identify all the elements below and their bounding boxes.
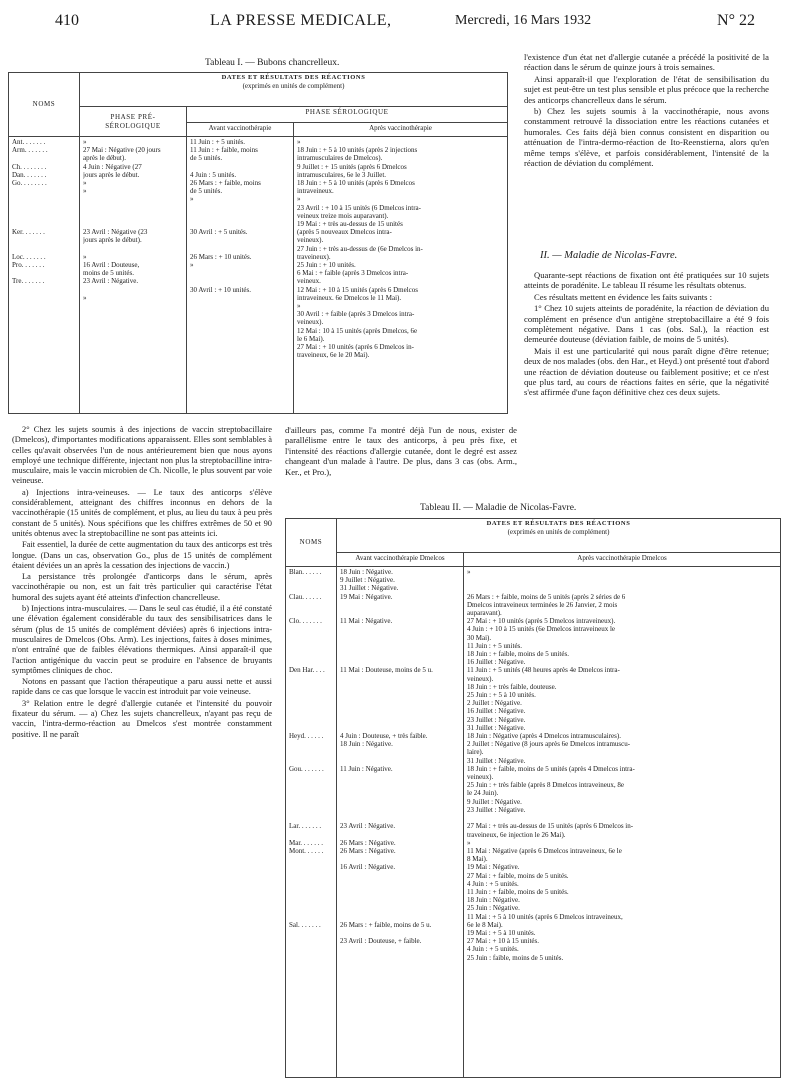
table1-pre-line: » — [83, 138, 87, 146]
table1-col-apres: Après vaccinothérapie — [294, 123, 508, 137]
table1-apres-line: veineux. — [297, 277, 321, 286]
table1-apres-line: 27 Mai : + 10 unités (après 6 Dmelcos in- — [297, 343, 414, 352]
table1-pre-line: » — [83, 293, 87, 302]
table2-name-line — [289, 658, 333, 666]
table1-head — [80, 73, 508, 107]
table2-name-line — [289, 601, 333, 609]
table2-avant-line — [340, 962, 460, 970]
table1-avant-line: de 5 unités. — [190, 187, 223, 196]
table2-avant-line — [340, 724, 460, 732]
table2-avant-cell — [337, 567, 464, 1078]
table2-apres-line: 31 Juillet : Négative. — [467, 756, 526, 765]
table1-avant-line: 11 Juin : + 5 unités. — [190, 138, 246, 146]
table1-avant-line: 30 Avril : + 10 unités. — [190, 285, 251, 294]
table2-name-line — [289, 945, 333, 953]
section2-paragraph: Ces résultats mettent en évidence les faits suivants : — [534, 291, 713, 302]
table1-avant-line — [190, 220, 290, 228]
table1-apres-line: 18 Juin : + 5 à 10 unités (après 6 Dmelcos — [297, 179, 415, 188]
table2-head-main: DATES ET RÉSULTATS DES RÉACTIONS — [486, 520, 631, 527]
table1-apres-line: 12 Mai : 10 à 15 unités (après Dmelcos, 6e — [297, 326, 418, 335]
table1-pre-line: 23 Avril : Négative (23 — [83, 228, 148, 237]
table1-avant-cell — [187, 137, 294, 414]
table1-pre-line: 27 Mai : Négative (20 jours — [83, 146, 161, 155]
table1-apres-line: 9 Juillet : + 15 unités (après 6 Dmelcos — [297, 162, 407, 171]
table2-avant-line — [340, 831, 460, 839]
table2-avant-line — [340, 757, 460, 765]
table2-avant-line — [340, 683, 460, 691]
table2-avant-line: 11 Mai : Négative. — [340, 617, 393, 626]
table2-caption: Tableau II. — Maladie de Nicolas-Favre. — [420, 503, 577, 513]
table1-names-cell — [9, 137, 80, 414]
table2-col-noms: NOMS — [286, 519, 337, 567]
table1-name-line — [12, 187, 76, 195]
middle-column — [285, 425, 517, 478]
table2-avant-line — [340, 781, 460, 789]
left-column — [12, 425, 272, 741]
table1-pre-line — [83, 195, 183, 203]
table2-apres-line — [467, 814, 777, 822]
table1-pre-line: 16 Avril : Douteuse, — [83, 261, 140, 270]
table1-apres-line: le 6 Mai). — [297, 334, 325, 343]
table2-apres-line: 11 Juin : + faible, moins de 5 unités. — [467, 887, 569, 896]
table2-name-line: Sal. . . . . . . — [289, 920, 321, 929]
table2-apres-line: Dmelcos intraveineux terminées le 26 Janvier, 2 mois — [467, 600, 618, 609]
table1-pre-line: » — [83, 179, 87, 188]
table2-name-line: Mar. . . . . . . — [289, 838, 324, 847]
table2-apres-line: 11 Mai : + 5 à 10 unités (après 6 Dmelcos intraveineux, — [467, 912, 623, 921]
table2-apres-line: 27 Mai : + faible, moins de 5 unités. — [467, 871, 569, 880]
table1-apres-line: traveineux). — [297, 252, 331, 261]
table2-apres-cell — [464, 567, 781, 1078]
table1-avant-line: 26 Mars : + 10 unités. — [190, 252, 252, 261]
table2-apres-line: 2 Juillet : Négative. — [467, 699, 522, 708]
table1-avant-line — [190, 163, 290, 171]
table2-avant-line — [340, 625, 460, 633]
table1-avant-line: 26 Mars : + faible, moins — [190, 179, 261, 188]
table2-apres-line: 27 Mai : + très au-dessus de 15 unités (après 6 Dmelcos in- — [467, 822, 634, 831]
section2-paragraph: Mais il est une particularité qui nous paraît digne d'être retenue; deux de nos malades (obs. den Har., et Heyd.) ont présenté tout d'abord une réaction de déviation douteuse ou faiblement positive; et ce n'est que plus tard, au cours de réactions faites en série, que la négativité s'est affirmée d'une façon définitive chez ces deux sujets. — [524, 345, 769, 398]
table2-name-line — [289, 675, 333, 683]
table1-name-line — [12, 220, 76, 228]
table2-avant-line — [340, 675, 460, 683]
table2-name-line — [289, 831, 333, 839]
table1-pre-line: après le début). — [83, 154, 126, 163]
table2-avant-line — [340, 896, 460, 904]
table1-pre-line: jours après le début). — [83, 236, 142, 245]
table2-apres-line: 25 Juin : + très faible (après 8 Dmelcos intraveineux, 8e — [467, 781, 624, 790]
table2-avant-line — [340, 872, 460, 880]
table2-avant-line — [340, 642, 460, 650]
table1-apres-line: (après 5 nouveaux Dmelcos intra- — [297, 228, 392, 237]
table2-name-line — [289, 650, 333, 658]
left-paragraph: La persistance très prolongée d'anticorps dans le sérum, après vaccinothérapie ou non, est un fait très particulier qui caractérise l'état humoral des sujets ayant été atteints d'infection chancrelleuse. — [12, 572, 272, 602]
table1-pre-line: 4 Juin : Négative (27 — [83, 162, 142, 171]
table1-avant-line: 30 Avril : + 5 unités. — [190, 228, 248, 237]
table1-avant-line: » — [190, 195, 194, 204]
table2-name-line — [289, 913, 333, 921]
left-paragraph: b) Injections intra-musculaires. — Dans le seul cas étudié, il a été constaté une élévation également considérable du taux des sensibilisatrices dans le sérum (plus de 15 unités de complément déviées) après 6 injections intra-musculaires de Dmelcos (Obs. Arm). Les injections, faites à doses minimes, n'ont entraîné que de faibles élévations thermiques. Ainsi apparaît-il que l'action antigénique du vaccin peut se produire en l'absence de bruyants symptômes cliniques de choc. — [12, 604, 272, 675]
table1-name-line: Ch. . . . . . . . — [12, 162, 47, 171]
table1-avant-line — [190, 245, 290, 253]
table1-apres-line: 12 Mai : + 10 à 15 unités (après 6 Dmelcos — [297, 285, 418, 294]
table2-head — [337, 519, 781, 553]
table1-avant-line — [190, 212, 290, 220]
table2-avant-line: 18 Juin : Négative. — [340, 568, 393, 576]
table2-avant-line — [340, 904, 460, 912]
table2-apres-line: 18 Juin : Négative (après 4 Dmelcos intramusculaires). — [467, 732, 621, 741]
issue-date: Mercredi, 16 Mars 1932 — [455, 13, 592, 28]
table2-avant-line — [340, 609, 460, 617]
table2-name-line — [289, 863, 333, 871]
table1-pre-line — [83, 245, 183, 253]
table2-apres-line: veineux). — [467, 773, 494, 782]
table2-avant-line — [340, 814, 460, 822]
table1-head-sub: (exprimés en unités de complément) — [242, 82, 345, 91]
table2-name-line — [289, 642, 333, 650]
table2-apres-line: 25 Juin : Négative. — [467, 904, 520, 913]
table1-apres-line: 30 Avril : + faible (après 3 Dmelcos intra- — [297, 310, 415, 319]
table2-apres-line: veineux). — [467, 674, 494, 683]
table2-name-line: Gou. . . . . . . — [289, 764, 324, 773]
table1-name-line: Tre. . . . . . . — [12, 277, 45, 286]
table2-name-line — [289, 609, 333, 617]
table1-name-line — [12, 204, 76, 212]
left-paragraph: a) Injections intra-veineuses. — Le taux des anticorps s'élève considérablement, atteignant des chiffres inconnus en dehors de la vaccinothérapie (15 unités de complément, et plus, au lieu du taux à peu près constant de 5 unités). Nous spécifions que les chiffres extrêmes de 50 et 90 unités obtenus avec la streptobacilline ne sont pas atteints ici. — [12, 487, 272, 538]
right-paragraph: b) Chez les sujets soumis à la vaccinothérapie, nous avons constamment retrouvé la dissociation entre les réactions cutanées et humorales. Ces faits déjà bien connus consistent en disparition ou atténuation de l'intra-dermo-réaction de Ito-Reenstierna, alors qu'en même temps s'élève, et parfois considérablement, l'intensité de la réaction de déviation du complément. — [524, 106, 769, 169]
table1-avant-line: de 5 unités. — [190, 154, 223, 163]
section2-paragraph: 1° Chez 10 sujets atteints de poradénite, la réaction de déviation du complément en présence d'un antigène streptobacillaire a été 9 fois complètement négative. Dans 1 cas (obs. Sal.), la réaction est demeurée douteuse (déviation faible, de moins de 5 unités). — [524, 303, 769, 345]
page-number: 410 — [55, 12, 79, 29]
table2-apres-line: 19 Mai : + 5 à 10 unités. — [467, 928, 536, 937]
table2-names-cell — [286, 567, 337, 1078]
table2-avant-line — [340, 691, 460, 699]
table2-apres-line: 4 Juin : + 5 unités. — [467, 945, 519, 954]
table2-name-line: Heyd. . . . . . — [289, 732, 324, 741]
table2-apres-line: 31 Juillet : Négative. — [467, 723, 526, 732]
table1-avant-line — [190, 269, 290, 277]
table2-avant-line — [340, 658, 460, 666]
table1-col-pre: PHASE PRÉ-SÉROLOGIQUE — [80, 107, 187, 137]
table2-apres-line: 6e le 8 Mai). — [467, 920, 503, 929]
table1-apres-line: 23 Avril : + 10 à 15 unités (6 Dmelcos intra- — [297, 203, 421, 212]
table2-name-line: Den Har. . . . — [289, 666, 325, 675]
table2-apres-line — [467, 576, 777, 584]
table1-name-line: Dan. . . . . . . — [12, 170, 47, 179]
table2-name-line — [289, 576, 333, 584]
table2-apres-line: le 24 Juin). — [467, 789, 499, 798]
table1-apres-line: veineux). — [297, 318, 324, 327]
table2-avant-line: 31 Juillet : Négative. — [340, 584, 399, 593]
table1-pre-line: » — [83, 187, 87, 196]
table2-name-line — [289, 888, 333, 896]
table2-avant-line — [340, 945, 460, 953]
table2-apres-line: » — [467, 568, 471, 576]
left-paragraph: Notons en passant que l'action thérapeutique a paru aussi nette et aussi rapide dans ce cas que lorsque le vaccin est introduit par voie veineuse. — [12, 677, 272, 697]
table2-avant-line — [340, 880, 460, 888]
table2-avant-line — [340, 913, 460, 921]
table2-avant-line — [340, 601, 460, 609]
table1-apres-line: intramusculaires, 6e le 3 Juillet. — [297, 170, 387, 179]
right-paragraph: l'existence d'un état net d'allergie cutanée a précédé la positivité de la réaction dans le sérum de quinze jours à trois semaines. — [524, 52, 769, 73]
section2-title: II. — Maladie de Nicolas-Favre. — [540, 250, 678, 261]
table1-avant-line: » — [190, 261, 194, 270]
table2-apres-line: 11 Mai : Négative (après 6 Dmelcos intraveineux, 6e le — [467, 846, 622, 855]
table1-avant-line — [190, 236, 290, 244]
table1-pre-line — [83, 204, 183, 212]
table2-name-line — [289, 683, 333, 691]
table2-apres-line: 18 Juin : + faible, moins de 5 unités. — [467, 650, 569, 659]
table1-name-line: Pro. . . . . . . — [12, 261, 45, 270]
right-column-top — [524, 52, 769, 169]
table2-name-line — [289, 929, 333, 937]
table2-avant-line — [340, 806, 460, 814]
table2-avant-line — [340, 789, 460, 797]
table2-name-line — [289, 707, 333, 715]
table1 — [8, 72, 508, 414]
table2-avant-line: 26 Mars : + faible, moins de 5 u. — [340, 920, 432, 929]
table1-name-line — [12, 245, 76, 253]
table1-name-line — [12, 236, 76, 244]
table2-avant-line — [340, 888, 460, 896]
table2-name-line — [289, 716, 333, 724]
table1-apres-line: intramusculaires de Dmelcos). — [297, 154, 383, 163]
table2-avant-line — [340, 699, 460, 707]
table1-col-sero: PHASE SÉROLOGIQUE — [187, 107, 508, 123]
table2-apres-line: 4 Juin : + 10 à 15 unités (6e Dmelcos intraveineux le — [467, 625, 615, 634]
table1-name-line: Go. . . . . . . . — [12, 179, 47, 188]
table2-apres-line: 23 Juillet : Négative. — [467, 805, 526, 814]
table2-name-line — [289, 962, 333, 970]
table2-avant-line: 23 Avril : Douteuse, + faible. — [340, 937, 422, 946]
table1-apres-line: » — [297, 302, 301, 311]
table1-pre-line — [83, 286, 183, 294]
table2-avant-line: 16 Avril : Négative. — [340, 863, 396, 872]
table1-apres-line: 27 Juin : + très au-dessus de (6e Dmelcos in- — [297, 244, 423, 253]
table2-col-avant: Avant vaccinothérapie Dmelcos — [337, 553, 464, 567]
page-header — [55, 12, 755, 36]
table2-name-line — [289, 699, 333, 707]
table2-head-sub: (exprimés en unités de complément) — [507, 528, 610, 537]
table1-name-line: Ant. . . . . . . — [12, 138, 46, 146]
table2-name-line — [289, 789, 333, 797]
table1-apres-line: » — [297, 195, 301, 204]
table2-apres-line: auparavant). — [467, 609, 502, 618]
table2-name-line — [289, 781, 333, 789]
table2-apres-line: traveineux, 6e injection le 26 Mai). — [467, 830, 566, 839]
section2-text — [524, 270, 769, 399]
table2-avant-line: 18 Juin : Négative. — [340, 740, 393, 749]
table2-avant-line — [340, 929, 460, 937]
table1-name-line — [12, 195, 76, 203]
table1-apres-line: intraveineux. — [297, 187, 334, 196]
table2-avant-line: 26 Mars : Négative. — [340, 838, 396, 847]
table2-avant-line — [340, 748, 460, 756]
table1-apres-line: 19 Mai : + très au-dessus de 15 unités — [297, 220, 403, 229]
table2-apres-line: 2 Juillet : Négative (8 jours après 6e Dmelcos intramuscu- — [467, 740, 631, 749]
table2-apres-line: 25 Juin : faible, moins de 5 unités. — [467, 953, 564, 962]
table2-name-line — [289, 937, 333, 945]
table1-apres-line: 25 Juin : + 10 unités. — [297, 261, 356, 270]
table2-avant-line — [340, 773, 460, 781]
table1-apres-line: veineux treize mois auparavant). — [297, 211, 389, 220]
table2-avant-line — [340, 855, 460, 863]
table1-apres-line: traveineux, 6e le 20 Mai). — [297, 351, 370, 360]
table2-avant-line — [340, 650, 460, 658]
table1-name-line: Loc. . . . . . . — [12, 252, 46, 261]
table1-pre-line: 23 Avril : Négative. — [83, 277, 139, 286]
table1-name-line — [12, 269, 76, 277]
table2-name-line — [289, 691, 333, 699]
table2-apres-line: 8 Mai). — [467, 855, 488, 864]
table1-pre-line: » — [83, 252, 87, 261]
table2-apres-line: 11 Juin : + 5 unités (48 heures après 4e Dmelcos intra- — [467, 666, 620, 675]
table1-pre-line: jours après le début. — [83, 170, 140, 179]
left-paragraph: 2° Chez les sujets soumis à des injections de vaccin streptobacillaire (Dmelcos), d'importantes modifications apparaissent. Elles sont semblables à celles qu'avait observées l'un de nous antérieurement bien que nous ayons employé une technique différente, injectant non plus la streptobacilline intra-musculaire, mais le vaccin microbien de Ch. Nicolle, le plus souvent par voie veineuse. — [12, 425, 272, 486]
table1-apres-line: 18 Juin : + 5 à 10 unités (après 2 injections — [297, 146, 418, 155]
table2-name-line — [289, 634, 333, 642]
section2-paragraph: Quarante-sept réactions de fixation ont été pratiquées sur 10 sujets atteints de poradénite. Le tableau II résume les résultats obtenus. — [524, 270, 769, 291]
left-paragraph: 3° Relation entre le degré d'allergie cutanée et l'intensité du pouvoir fixateur du sérum. — a) Chez les sujets chancrelleux, n'ayant pas reçu de vaccin, l'intra-dermo-réaction au Dmelcos s'est montrée constamment positive. Il ne paraît — [12, 698, 272, 739]
table2-name-line — [289, 806, 333, 814]
table2-col-apres: Après vaccinothérapie Dmelcos — [464, 553, 781, 567]
table2-apres-line: 25 Juin : + 5 à 10 unités. — [467, 691, 536, 700]
table2-avant-line: 9 Juillet : Négative. — [340, 576, 395, 585]
table2-avant-line — [340, 954, 460, 962]
table2-apres-line: 30 Mai). — [467, 633, 492, 642]
table2-avant-line — [340, 798, 460, 806]
table2-name-line — [289, 773, 333, 781]
table1-name-line: Ker. . . . . . . — [12, 228, 45, 237]
table2-name-line — [289, 814, 333, 822]
table2-name-line: Mont. . . . . . — [289, 846, 324, 855]
table2-apres-line: 18 Juin : + faible, moins de 5 unités (après 4 Dmelcos intra- — [467, 764, 635, 773]
table1-head-main: DATES ET RÉSULTATS DES RÉACTIONS — [221, 74, 366, 81]
table2-name-line — [289, 855, 333, 863]
table2-name-line: Clo. . . . . . . — [289, 617, 322, 626]
table2-name-line: Lar. . . . . . . — [289, 822, 322, 831]
table2-avant-line: 19 Mai : Négative. — [340, 592, 393, 601]
table2-apres-line: 4 Juin : + 5 unités. — [467, 879, 519, 888]
table1-apres-line: 6 Mai : + faible (après 3 Dmelcos intra- — [297, 269, 409, 278]
table2-avant-line — [340, 707, 460, 715]
table2-avant-line: 4 Juin : Douteuse, + très faible. — [340, 732, 428, 741]
table2-name-line — [289, 798, 333, 806]
table1-col-noms: NOMS — [9, 73, 80, 137]
table2-name-line — [289, 724, 333, 732]
table2-avant-line: 11 Mai : Douteuse, moins de 5 u. — [340, 666, 433, 675]
table1-pre-line: moins de 5 unités. — [83, 269, 134, 278]
table2-apres-line: 18 Juin : + très faible, douteuse. — [467, 682, 557, 691]
table1-name-line: Arm. . . . . . . — [12, 146, 48, 155]
table2-apres-line: laire). — [467, 748, 484, 757]
issue-number: N° 22 — [717, 12, 755, 29]
table1-apres-line: veineux). — [297, 236, 324, 245]
table1-apres-line: intraveineux. 6e Dmelcos le 11 Mai). — [297, 293, 402, 302]
table2-name-line — [289, 872, 333, 880]
table1-pre-cell — [80, 137, 187, 414]
table1-name-line — [12, 154, 76, 162]
table1-apres-line: » — [297, 138, 301, 146]
table1-avant-line — [190, 277, 290, 285]
table2-apres-line: 27 Mai : + 10 unités (après 5 Dmelcos intraveineux). — [467, 617, 616, 626]
table2-name-line — [289, 904, 333, 912]
table2-apres-line: 26 Mars : + faible, moins de 5 unités (après 2 séries de 6 — [467, 592, 626, 601]
table2-name-line — [289, 880, 333, 888]
table2-name-line — [289, 625, 333, 633]
table2-name-line — [289, 954, 333, 962]
table2-apres-line: 11 Juin : + 5 unités. — [467, 641, 523, 650]
table1-pre-line — [83, 212, 183, 220]
table2-apres-line — [467, 584, 777, 592]
table2-apres-line: 9 Juillet : Négative. — [467, 797, 522, 806]
table2 — [285, 518, 781, 1078]
table2-name-line — [289, 748, 333, 756]
left-paragraph: Fait essentiel, la durée de cette augmentation du taux des anticorps est très longue. (Dans un cas, observation Go., plus de 15 unités de complément étaient déviées un an après la cessation des injections de vaccin.) — [12, 540, 272, 570]
table2-name-line: Blan. . . . . . — [289, 568, 322, 576]
table1-avant-line: 11 Juin : + faible, moins — [190, 146, 258, 155]
table2-apres-line: 23 Juillet : Négative. — [467, 715, 526, 724]
table2-name-line — [289, 740, 333, 748]
middle-paragraph: d'ailleurs pas, comme l'a montré déjà l'un de nous, exister de parallélisme entre le taux des anticorps, à peu près fixe, et l'intensité des réactions d'allergie cutanée, dont le degré est assez changeant d'un malade à l'autre. De plus, dans 3 cas (obs. Arm., Ker., et Pro.), — [285, 425, 517, 477]
table1-col-avant: Avant vaccinothérapie — [187, 123, 294, 137]
table1-caption: Tableau I. — Bubons chancrelleux. — [205, 58, 340, 68]
table1-pre-line — [83, 220, 183, 228]
table2-apres-line: 27 Mai : + 10 à 15 unités. — [467, 937, 539, 946]
table2-avant-line: 26 Mars : Négative. — [340, 846, 396, 855]
table2-name-line — [289, 757, 333, 765]
table2-avant-line — [340, 634, 460, 642]
table1-avant-line: 4 Juin : 5 unités. — [190, 170, 237, 179]
journal-title: LA PRESSE MEDICALE, — [210, 12, 392, 29]
table2-apres-line: 19 Mai : Négative. — [467, 863, 520, 872]
table2-name-line — [289, 896, 333, 904]
table2-name-line — [289, 584, 333, 592]
table2-avant-line: 11 Juin : Négative. — [340, 764, 393, 773]
table2-avant-line: 23 Avril : Négative. — [340, 822, 396, 831]
table2-apres-line: 16 Juillet : Négative. — [467, 658, 526, 667]
table1-avant-line — [190, 204, 290, 212]
table1-name-line — [12, 212, 76, 220]
table2-apres-line: » — [467, 838, 471, 847]
right-paragraph: Ainsi apparaît-il que l'exploration de l'état de sensibilisation du sujet est peut-être un test plus sensible et plus précoce que la recherche des anticorps chancrelleux dans le sérum. — [524, 73, 769, 105]
table2-name-line: Clau. . . . . . — [289, 592, 322, 601]
table2-apres-line: 18 Juin : Négative. — [467, 896, 520, 905]
table2-avant-line — [340, 716, 460, 724]
table2-apres-line: 16 Juillet : Négative. — [467, 707, 526, 716]
table1-apres-cell — [294, 137, 508, 414]
